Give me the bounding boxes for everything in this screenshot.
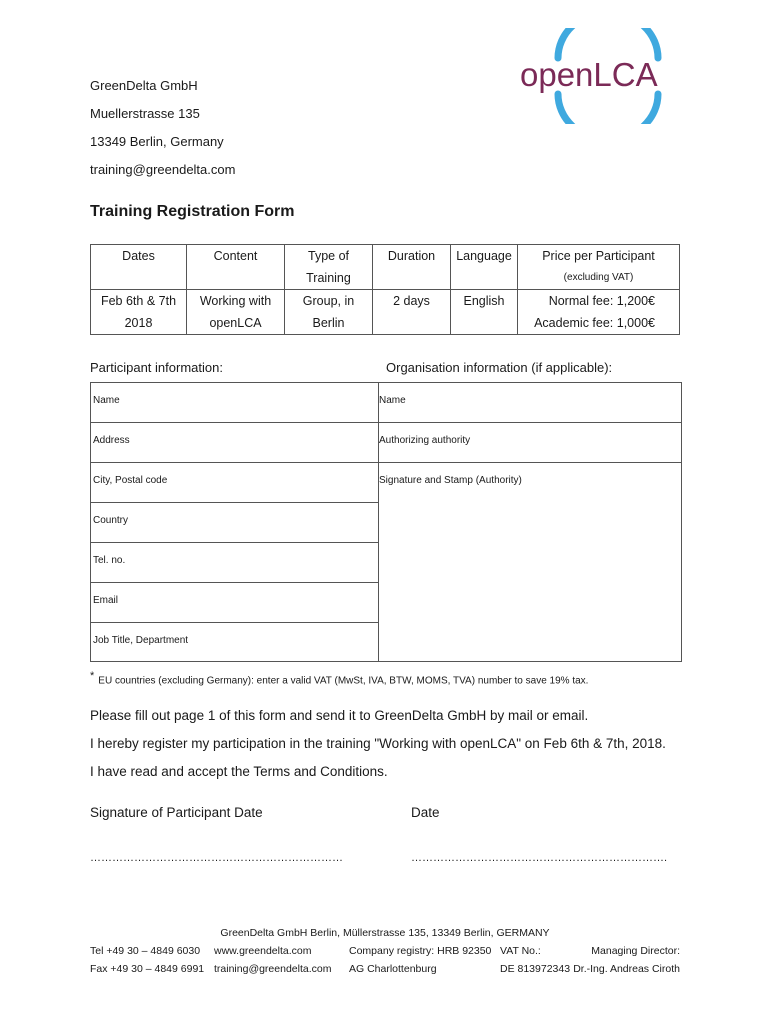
cell-duration: 2 days bbox=[373, 290, 451, 335]
participant-job-field[interactable]: Job Title, Department bbox=[93, 635, 189, 646]
sender-email: training@greendelta.com bbox=[90, 162, 236, 177]
footer-director-label: Managing Director: bbox=[591, 945, 680, 957]
instruction-line-3: I have read and accept the Terms and Conditions. bbox=[90, 764, 388, 779]
participant-name-field[interactable]: Name bbox=[91, 383, 378, 423]
footer-mail: training@greendelta.com bbox=[214, 963, 332, 975]
footer-director: Dr.-Ing. Andreas Ciroth bbox=[573, 963, 680, 975]
sender-city: 13349 Berlin, Germany bbox=[90, 134, 224, 149]
footer-address: GreenDelta GmbH Berlin, Müllerstrasse 135, 13349 Berlin, GERMANY bbox=[220, 927, 550, 939]
footer-vat-label: VAT No.: bbox=[500, 945, 541, 957]
participant-country-field[interactable]: Country bbox=[91, 503, 378, 543]
vat-note bbox=[90, 670, 588, 686]
footer-web: www.greendelta.com bbox=[214, 945, 312, 957]
footer-registry: Company registry: HRB 92350 bbox=[349, 945, 492, 957]
cell-price: Normal fee: 1,200€ Academic fee: 1,000€ bbox=[518, 290, 680, 335]
footer-fax: Fax +49 30 – 4849 6991 bbox=[90, 963, 205, 975]
header-price: Price per Participant (excluding VAT) bbox=[518, 245, 680, 290]
cell-content: Working with openLCA bbox=[187, 290, 285, 335]
signature-label: Signature of Participant Date bbox=[90, 805, 263, 820]
footer-tel: Tel +49 30 – 4849 6030 bbox=[90, 945, 201, 957]
form-title: Training Registration Form bbox=[90, 203, 295, 220]
participant-address-field[interactable]: Address bbox=[91, 423, 378, 463]
logo-text: openLCA bbox=[520, 56, 658, 93]
cell-dates: Feb 6th & 7th 2018 bbox=[91, 290, 187, 335]
date-line[interactable]: ……………………………………………………………. bbox=[411, 852, 668, 864]
header-dates: Dates bbox=[91, 245, 187, 290]
course-table-row bbox=[91, 290, 680, 335]
footer-court: AG Charlottenburg bbox=[349, 963, 437, 975]
sender-street: Muellerstrasse 135 bbox=[90, 106, 200, 121]
openlca-logo bbox=[520, 28, 690, 124]
logo-ring-top bbox=[558, 28, 658, 58]
date-label: Date bbox=[411, 805, 440, 820]
registration-fields-box bbox=[90, 382, 682, 662]
header-duration: Duration bbox=[373, 245, 451, 290]
logo-ring-bottom bbox=[558, 94, 658, 124]
organisation-name-field[interactable]: Name bbox=[379, 383, 681, 423]
course-table bbox=[90, 244, 680, 335]
header-type: Type of Training bbox=[285, 245, 373, 290]
organisation-authority-field[interactable]: Authorizing authority bbox=[379, 423, 681, 463]
note-marker: * bbox=[90, 670, 95, 682]
instruction-line-1: Please fill out page 1 of this form and send it to GreenDelta GmbH by mail or email. bbox=[90, 708, 589, 723]
header-language: Language bbox=[451, 245, 518, 290]
cell-type: Group, in Berlin bbox=[285, 290, 373, 335]
course-table-header-row bbox=[91, 245, 680, 290]
organisation-label: Organisation information (if applicable): bbox=[386, 360, 613, 375]
organisation-signature-field[interactable]: Signature and Stamp (Authority) bbox=[379, 475, 522, 486]
instruction-line-2: I hereby register my participation in the training "Working with openLCA" on Feb 6th & 7th, 2018. bbox=[90, 736, 666, 751]
vat-note-text: EU countries (excluding Germany): enter a valid VAT (MwSt, IVA, BTW, MOMS, TVA) number to save 19% tax. bbox=[98, 675, 589, 687]
participant-label: Participant information: bbox=[90, 360, 223, 375]
header-content: Content bbox=[187, 245, 285, 290]
sender-company: GreenDelta GmbH bbox=[90, 78, 198, 93]
signature-line[interactable]: …………………………………………………………… bbox=[90, 852, 343, 864]
cell-language: English bbox=[451, 290, 518, 335]
participant-tel-field[interactable]: Tel. no. bbox=[91, 543, 378, 583]
participant-city-field[interactable]: City, Postal code bbox=[91, 463, 378, 503]
footer-vat-number: DE 813972343 bbox=[500, 963, 571, 975]
participant-email-field[interactable]: Email bbox=[91, 583, 378, 623]
